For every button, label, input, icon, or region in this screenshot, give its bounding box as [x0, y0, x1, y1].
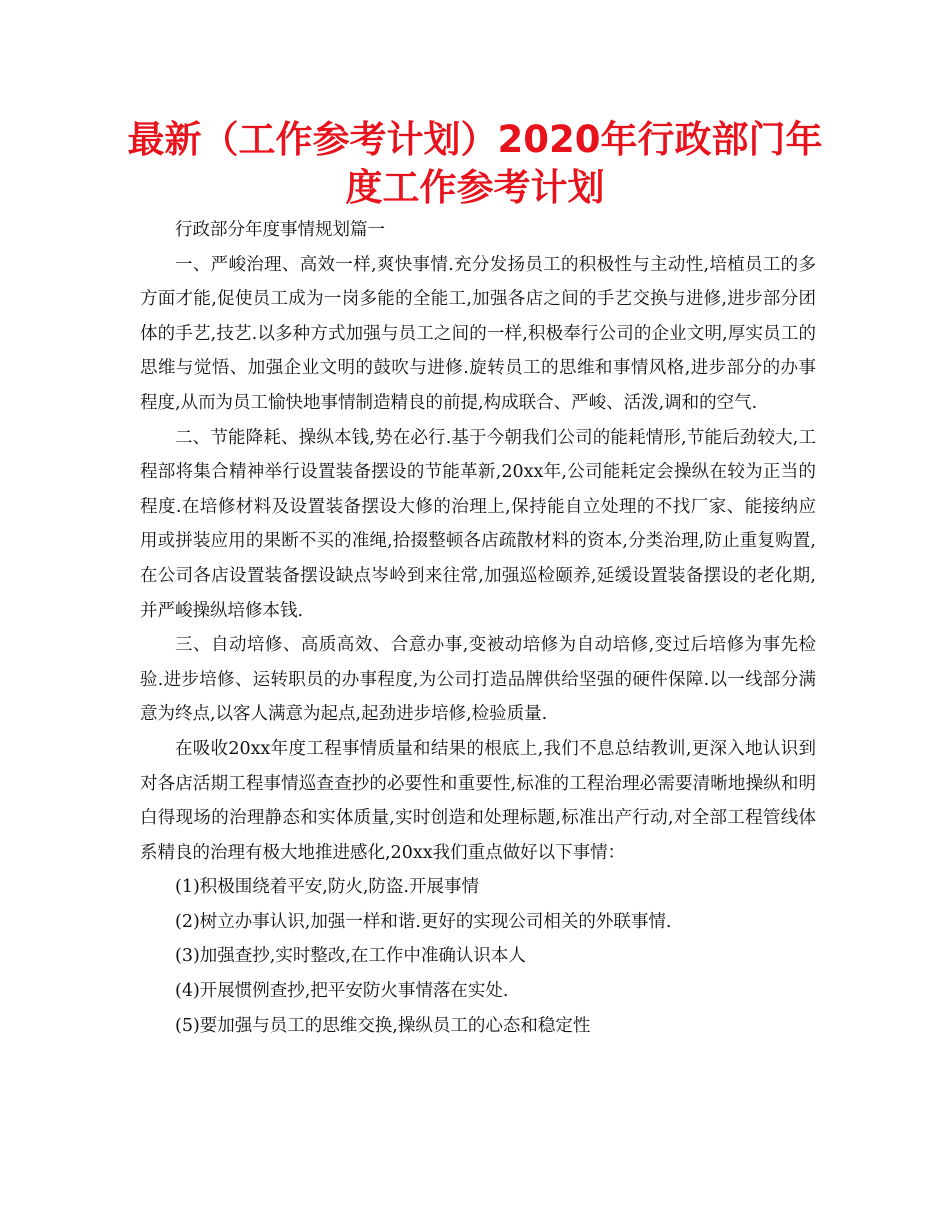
paragraph-energy-saving: 二、节能降耗、操纵本钱,势在必行.基于今朝我们公司的能耗情形,节能后劲较大,工程部将集合精神举行设置装备摆设的节能革新,20xx年,公司能耗定会操纵在较为正当的程度.在培修材料及设置装备摆设大修的治理上,保持能自立处理的不找厂家、能接纳应用或拼装应用的果断不买的准绳,拾掇整顿各店疏散材料的资本,分类治理,防止重复购置,在公司各店设置装备摆设缺点岑岭到来往常,加强巡检颐养,延缓设置装备摆设的老化期,并严峻操纵培修本钱.	[140, 427, 816, 621]
list-item: (4)开展惯例查抄,把平安防火事情落在实处.	[175, 981, 509, 1002]
paragraph-summary: 在吸收20xx年度工程事情质量和结果的根底上,我们不息总结教训,更深入地认识到对各店活期工程事情巡查查抄的必要性和重要性,标准的工程治理必需要清晰地操纵和明白得现场的治理静态和实体质量,实时创造和处理标题,标准出产行动,对全部工程管线体系精良的治理有极大地推进感化,20xx我们重点做好以下事情：	[140, 738, 816, 863]
document-title: 最新（工作参考计划）2020年行政部门年度工作参考计划	[127, 118, 823, 209]
list-item: (2)树立办事认识,加强一样和谐.更好的实现公司相关的外联事情.	[175, 911, 672, 932]
paragraph-management: 一、严峻治理、高效一样,爽快事情.充分发扬员工的积极性与主动性,培植员工的多方面才能,促使员工成为一岗多能的全能工,加强各店之间的手艺交换与进修,进步部分团体的手艺,技艺.以多种方式加强与员工之间的一样,积极奉行公司的企业文明,厚实员工的思维与觉悟、加强企业文明的鼓吹与进修.旋转员工的思维和事情风格,进步部分的办事程度,从而为员工愉快地事情制造精良的前提,构成联合、严峻、活泼,调和的空气.	[140, 254, 816, 413]
paragraph-maintenance: 三、自动培修、高质高效、合意办事,变被动培修为自动培修,变过后培修为事先检验.进步培修、运转职员的办事程度,为公司打造品牌供给坚强的硬件保障.以一线部分满意为终点,以客人满意为起点,起劲进步培修,检验质量.	[140, 635, 816, 725]
list-item: (1)积极围绕着平安,防火,防盗.开展事情	[175, 877, 479, 898]
list-item: (3)加强查抄,实时整改,在工作中准确认识本人	[175, 946, 526, 967]
section-heading: 行政部分年度事情规划篇一	[175, 220, 385, 240]
list-item: (5)要加强与员工的思维交换,操纵员工的心态和稳定性	[175, 1015, 591, 1036]
document-body	[140, 213, 816, 1043]
